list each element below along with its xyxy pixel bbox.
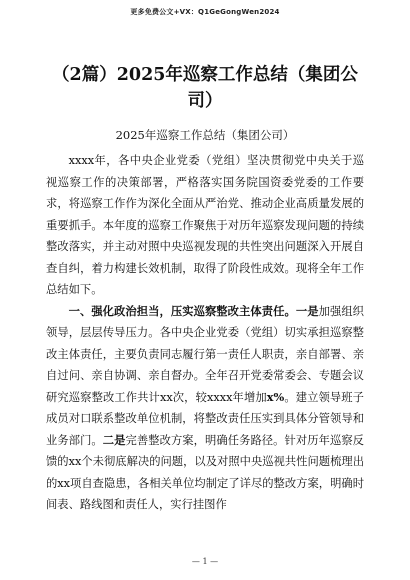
document-body — [46, 150, 364, 516]
section-1-heading: 一、强化政治担当，压实巡察整改主体责任。 — [68, 303, 296, 318]
section-1-paragraph — [46, 301, 364, 516]
header-watermark: 更多免费公文+VX：Q1GeGongWen2024 — [130, 8, 280, 16]
section-1-text-1: 各中央企业党委（党组）切实承担巡察整改主体责任，主要负责同志履行第一责任人职责，亲自部署、亲自过问、亲自协调、亲自督办。全年召开党委常委会、专题会议研究巡察整改工作共计xx次，较xxxx年增加 — [46, 326, 364, 404]
section-1-lead-2-text: 完善整改方案，明确任务路径。 — [125, 433, 285, 447]
section-1-lead-2: 二是 — [102, 432, 126, 447]
intro-paragraph: xxxx年，各中央企业党委（党组）坚决贯彻党中央关于巡视巡察工作的决策部署，严格落实国务院国资委党委的工作要求，将巡察工作作为深化全面从严治党、推动企业高质量发展的重要抓手。本年度的巡察工作聚焦于对历年巡察发现问题的持续整改落实，并主动对照中央巡视发现的共性突出问题深入开展自查自纠，着力构建长效机制，取得了阶段性成效。现将全年工作总结如下。 — [46, 154, 364, 296]
section-1-text-1-end: 。建立领导班子成员对口联系整改单位机制，将整改责任压实到具体分管领导和业务部门。 — [46, 390, 364, 447]
section-1-lead-1-text: 加强组织领导，层层传导压力。 — [46, 304, 364, 339]
section-1-percent: x% — [266, 389, 285, 404]
section-1-lead-1: 一是 — [295, 303, 319, 318]
document-subtitle: 2025年巡察工作总结（集团公司） — [115, 128, 295, 142]
page-number: — 1 — — [191, 557, 219, 566]
section-1-text-2: 针对历年巡察反馈的xx个未彻底解决的问题，以及对照中央巡视共性问题梳理出的xx项自查隐患，各相关单位均制定了详尽的整改方案，明确时间表、路线图和责任人，实行挂图作 — [46, 433, 364, 511]
document-title: （2篇）2025年巡察工作总结（集团公司） — [52, 65, 358, 111]
